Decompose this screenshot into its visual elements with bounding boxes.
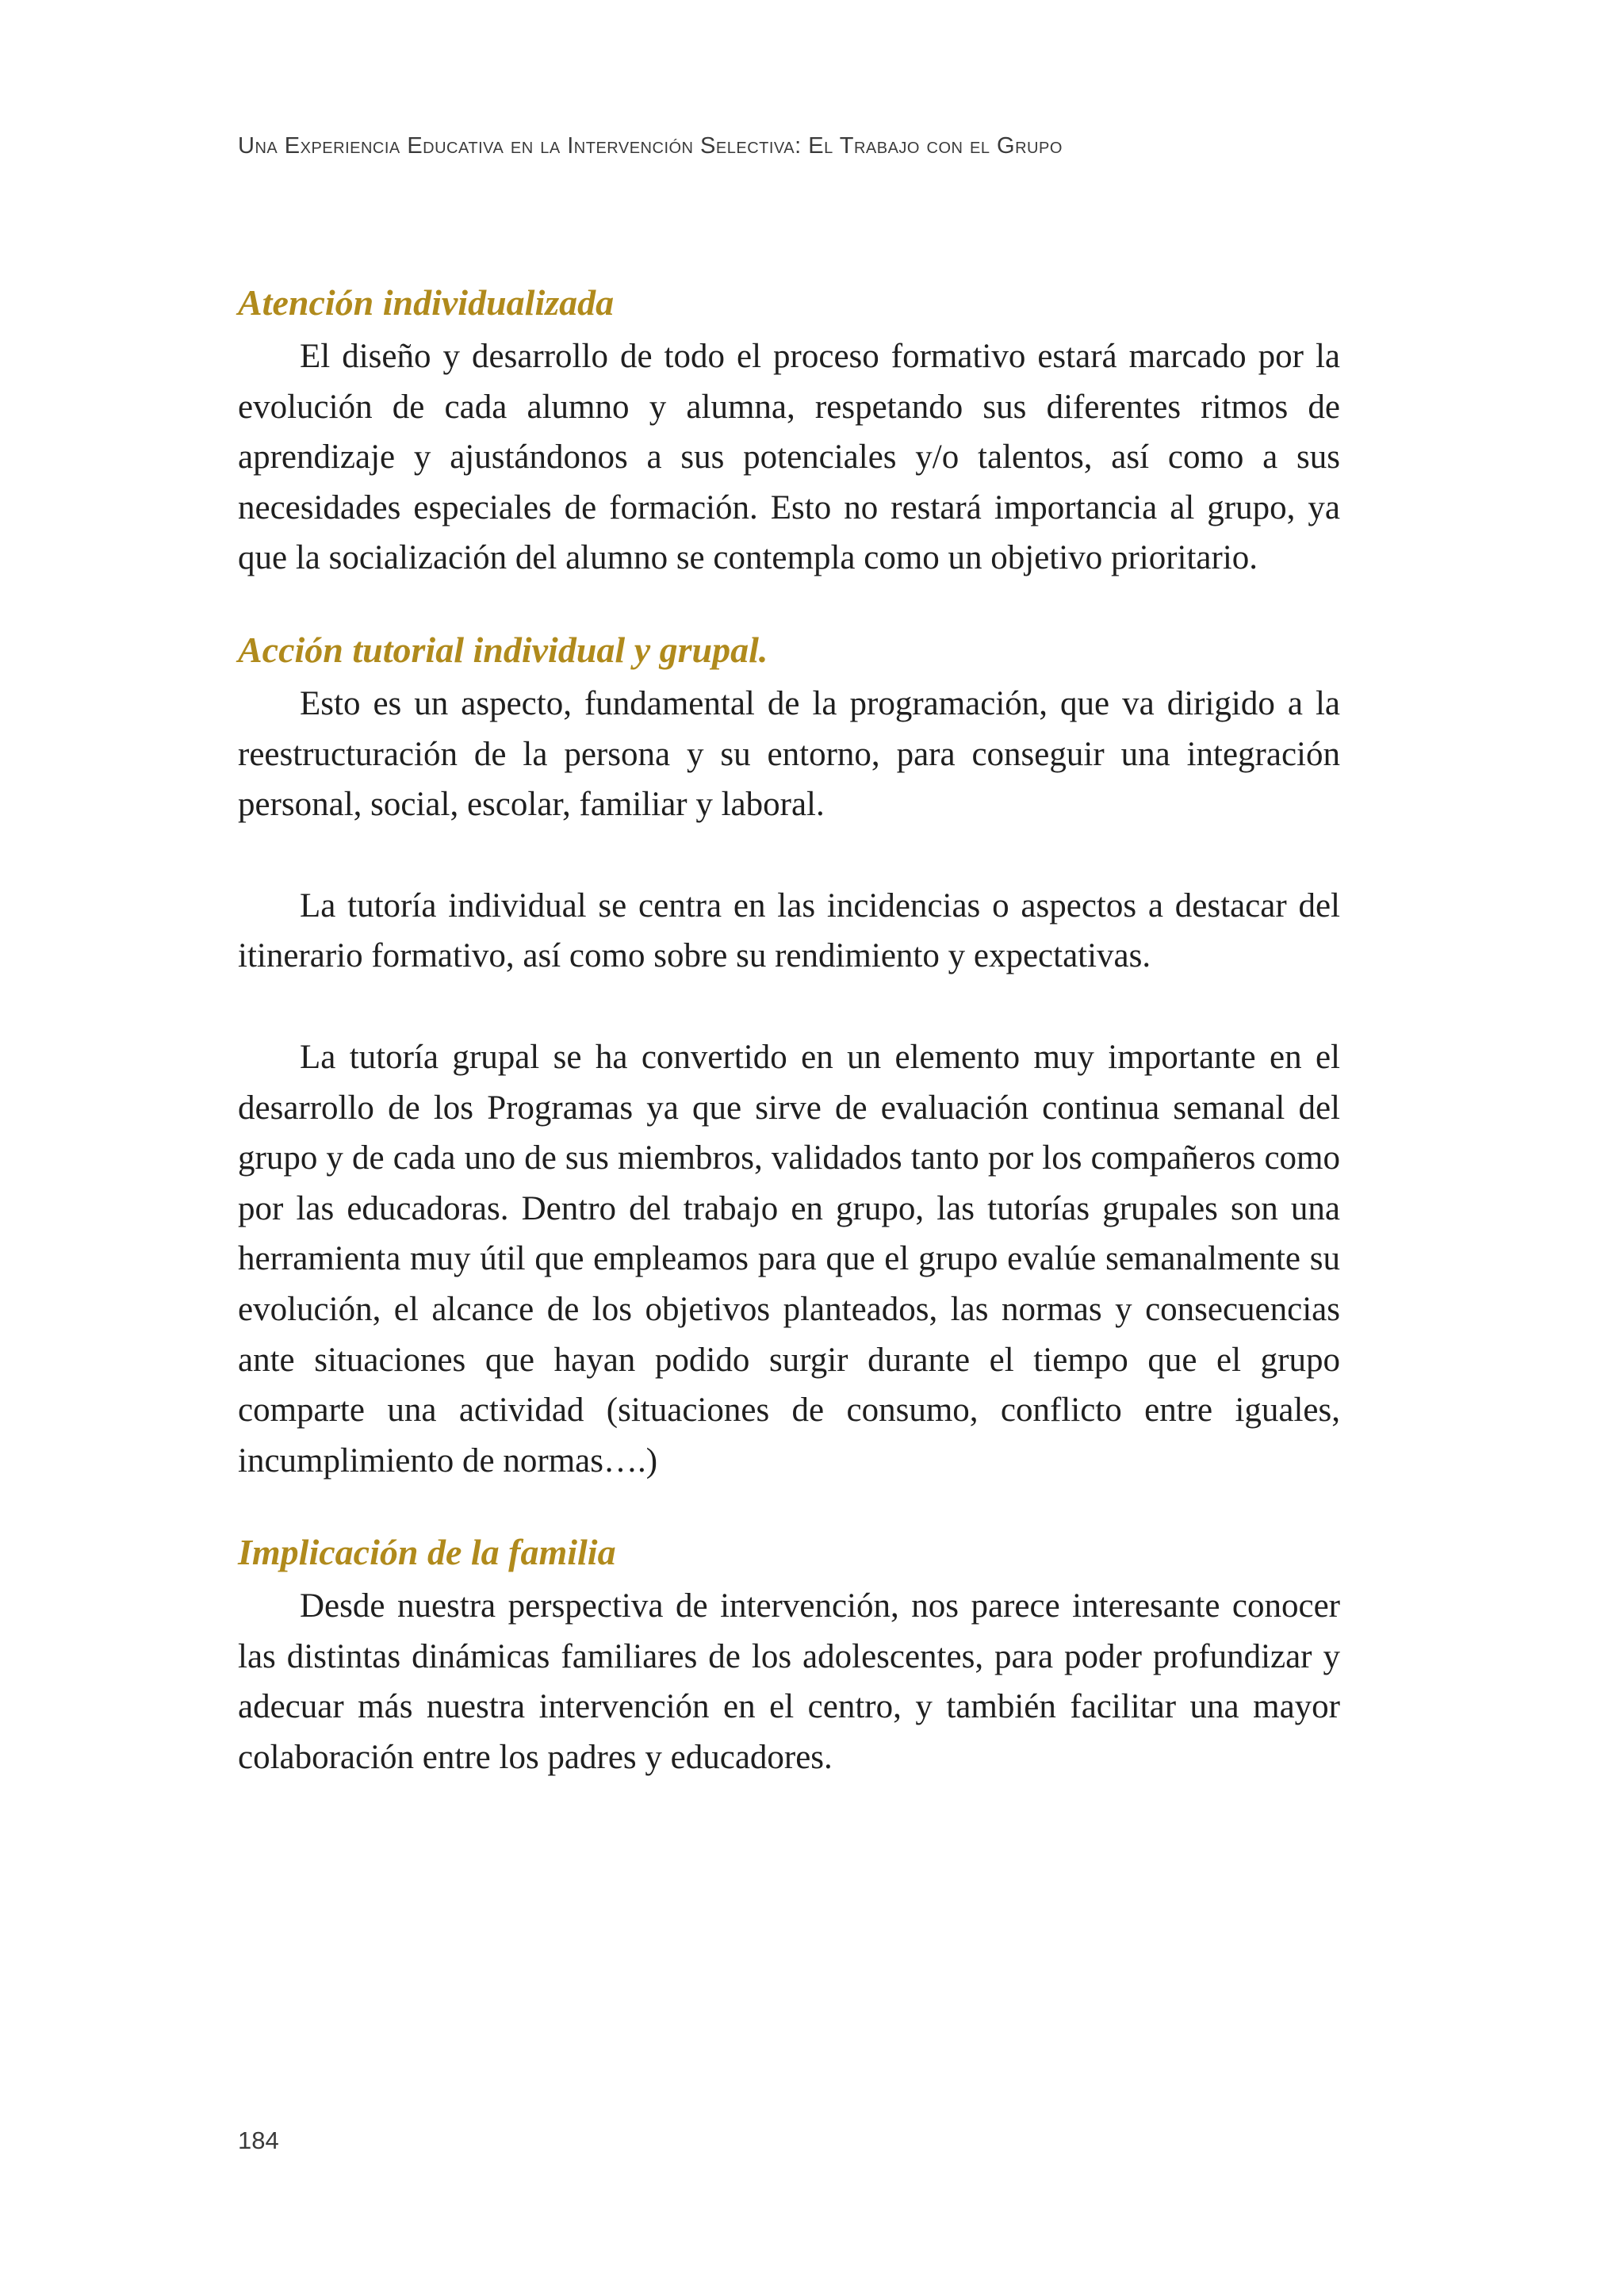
paragraph: La tutoría grupal se ha convertido en un elemento muy importante en el desarrollo de los Programas ya que sirve de evaluación continua semanal del grupo y de cada uno de sus miembros, validados tanto por los compañeros como por las educadoras. Dentro del trabajo en grupo, las tutorías grupales son una herramienta muy útil que empleamos para que el grupo evalúe semanalmente su evolución, el alcance de los objetivos planteados, las normas y consecuencias ante situaciones que hayan podido surgir durante el tiempo que el grupo comparte una actividad (situaciones de consumo, conflicto entre iguales, incumplimiento de normas….) xyxy=(238,1038,1340,1480)
section-heading-accion-tutorial: Acción tutorial individual y grupal. xyxy=(238,629,768,670)
section-heading-atencion-individualizada: Atención individualizada xyxy=(238,282,615,323)
paragraph: Desde nuestra perspectiva de intervención, nos parece interesante conocer las distintas dinámicas familiares de los adolescentes, para poder profundizar y adecuar más nuestra intervención en el centro, y también facilitar una mayor colaboración entre los padres y educadores. xyxy=(238,1587,1340,1777)
section-heading-implicacion-familia: Implicación de la familia xyxy=(238,1532,616,1573)
page-content xyxy=(238,278,1340,1783)
paragraph: La tutoría individual se centra en las incidencias o aspectos a destacar del itinerario formativo, así como sobre su rendimiento y expectativas. xyxy=(238,886,1340,975)
running-header: Una Experiencia Educativa en la Intervención Selectiva: El Trabajo con el Grupo xyxy=(238,133,1063,159)
page-number: 184 xyxy=(238,2126,279,2154)
paragraph: El diseño y desarrollo de todo el proceso formativo estará marcado por la evolución de cada alumno y alumna, respetando sus diferentes ritmos de aprendizaje y ajustándonos a sus potenciales y/o talentos, así como a sus necesidades especiales de formación. Esto no restará importancia al grupo, ya que la socialización del alumno se contempla como un objetivo prioritario. xyxy=(238,338,1340,577)
paragraph: Esto es un aspecto, fundamental de la programación, que va dirigido a la reestructuración de la persona y su entorno, para conseguir una integración personal, social, escolar, familiar y laboral. xyxy=(238,684,1340,824)
